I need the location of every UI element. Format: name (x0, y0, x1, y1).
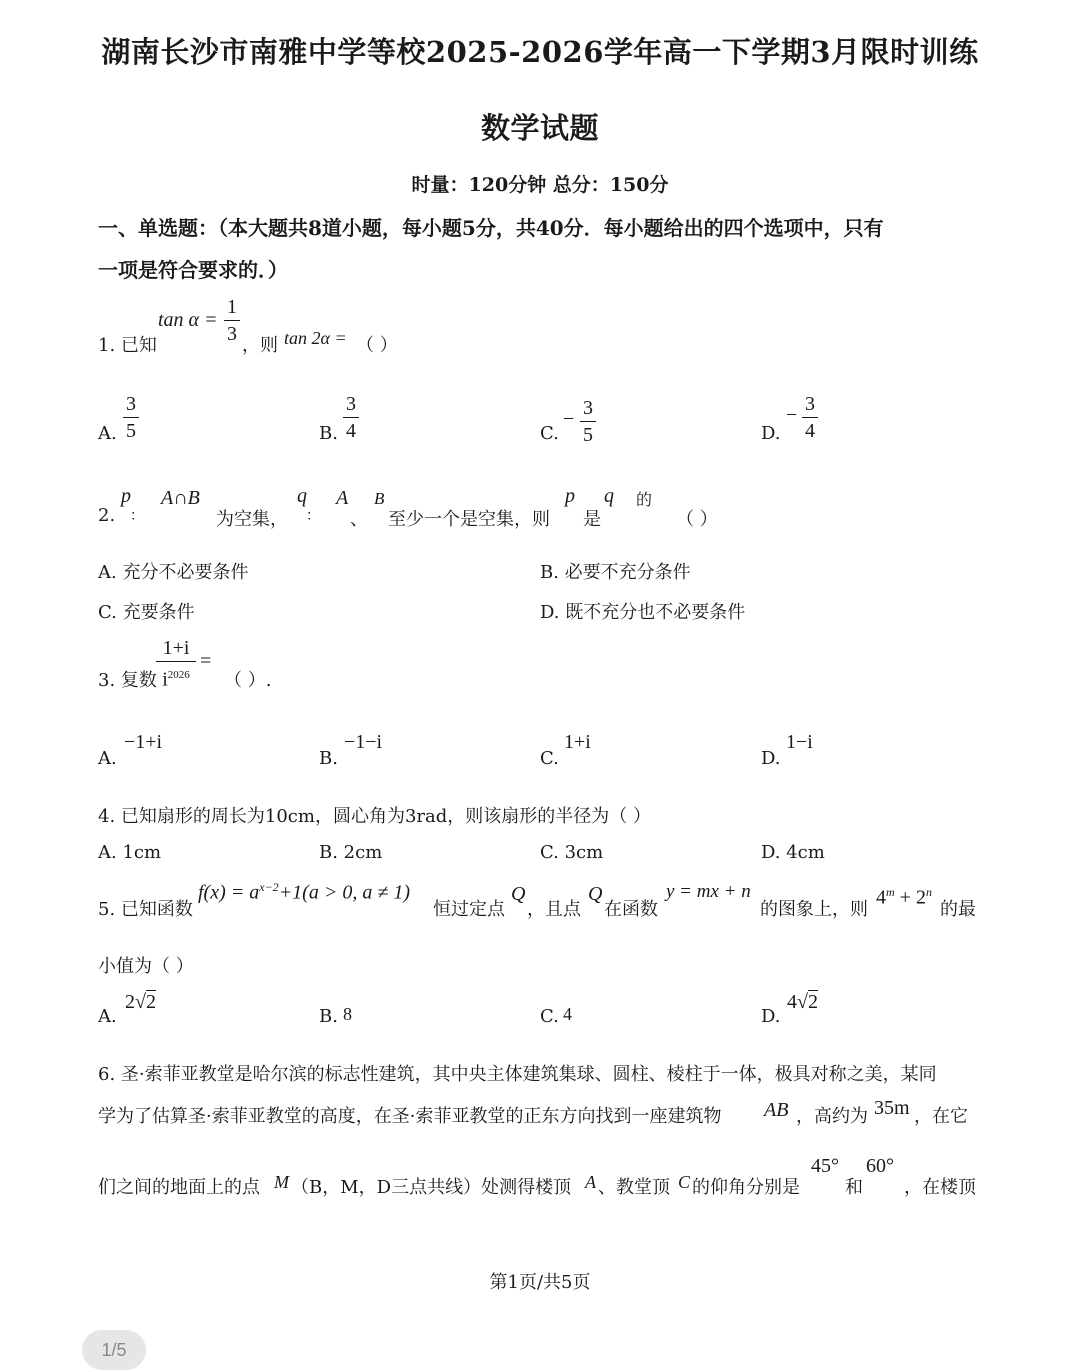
q4-option-a: A. 1cm (98, 842, 162, 863)
q2-q: q (297, 485, 307, 507)
q6-c: C (678, 1172, 691, 1192)
q5-text2: ，且点 (527, 899, 581, 920)
q3-eq: = (200, 650, 212, 672)
q3-option-d-label: D. (761, 748, 781, 769)
q5-q: Q (511, 883, 526, 905)
q6-line3e: ，在楼顶 (904, 1177, 976, 1198)
q2-colon1: ： (130, 508, 144, 524)
q1-option-c-label: C. (540, 423, 559, 444)
q2-paren: （ ） (676, 509, 718, 530)
q1-option-a-label: A. (98, 423, 117, 444)
q5-text3: 在函数 (604, 899, 658, 920)
q6-line3d: 的仰角分别是 (692, 1177, 800, 1198)
q5-text1: 恒过定点 (433, 899, 505, 920)
q1-prefix: 1. 已知 (98, 335, 157, 356)
q4-option-b: B. 2cm (319, 842, 383, 863)
q1-ask: tan 2α = (284, 328, 347, 348)
q1-option-c-sign: − (563, 408, 575, 430)
q6-m: M (274, 1172, 289, 1192)
q1-given-den: 3 (227, 323, 237, 345)
q6-line2c: ，在它 (914, 1106, 968, 1127)
q5-function: $f(x) = a^{x-2}+1(a > 0$, a ≠ 1) (198, 880, 410, 904)
q5-line2: 小值为（ ） (98, 956, 194, 977)
q4-option-c: C. 3cm (540, 842, 604, 863)
exam-meta: 时量：120分钟 总分：150分 (411, 174, 669, 196)
section-heading-line2: 一项是符合要求的．） (98, 258, 288, 282)
q2-de: 的 (636, 490, 653, 509)
q6-line2b: ，高约为 (796, 1106, 868, 1127)
q2-number: 2. (98, 505, 116, 526)
q5-q2: Q (588, 883, 603, 905)
q3-num: 1+i (162, 637, 190, 659)
q5-text5: 的最 (940, 899, 976, 920)
q3-paren: （ ）. (224, 670, 272, 691)
q2-q2: q (604, 485, 614, 507)
q1-given-fraction (224, 295, 240, 346)
q5-option-a-value: 2√2 (125, 991, 156, 1013)
q3-option-a-label: A. (98, 748, 117, 769)
q2-option-c: C. 充要条件 (98, 602, 195, 623)
page-indicator-badge[interactable]: 1/5 (82, 1330, 146, 1370)
q4-option-d: D. 4cm (761, 842, 825, 863)
q2-text1: 为空集， (216, 509, 288, 530)
q5-option-d-value: 4√2 (787, 991, 818, 1013)
q6-line1: 6. 圣·索菲亚教堂是哈尔滨的标志性建筑，其中央主体建筑集球、圆柱、棱柱于一体，极具对称之美，某同 (98, 1064, 937, 1085)
q6-height: 35m (874, 1097, 910, 1119)
q3-option-b-label: B. (319, 748, 338, 769)
q2-a: A (336, 487, 349, 509)
q5-option-b-value: 8 (343, 1004, 352, 1024)
q2-option-d: D. 既不充分也不必要条件 (540, 602, 746, 623)
q1-mid: ，则 (242, 335, 278, 356)
q3-option-a-value: −1+i (124, 731, 163, 753)
q1-option-d-label: D. (761, 423, 781, 444)
q5-option-b-label: B. (319, 1006, 338, 1027)
q3-den: $i^{2026}$ (162, 668, 190, 691)
q2-a-cap-b: A∩B (161, 487, 200, 509)
q6-line3c: 、教堂顶 (598, 1177, 670, 1198)
q6-ab: AB (764, 1099, 789, 1121)
q3-prefix: 3. 复数 (98, 670, 157, 691)
q1-option-d-value: 3 4 (802, 392, 818, 443)
q5-text4: 的图象上，则 (760, 899, 868, 920)
q2-text2: 至少一个是空集，则 (388, 509, 550, 530)
q1-option-a-value: 3 5 (123, 392, 139, 443)
q2-p: p (121, 485, 131, 507)
q5-option-a-label: A. (98, 1006, 117, 1027)
q1-option-c-value: 3 5 (580, 396, 596, 447)
q1-option-b-value: 3 4 (343, 392, 359, 443)
q1-option-b-label: B. (319, 423, 338, 444)
q3-option-c-label: C. (540, 748, 559, 769)
q2-dun: 、 (350, 509, 368, 530)
exam-title: 湖南长沙市南雅中学等校2025-2026学年高一下学期3月限时训练 (101, 35, 979, 69)
q1-paren: （ ） (356, 335, 398, 356)
q3-option-d-value: 1−i (786, 731, 813, 753)
q1-option-d-sign: − (786, 404, 798, 426)
q3-fraction (156, 636, 196, 692)
q5-prefix: 5. 已知函数 (98, 899, 193, 920)
q1-given-num: 1 (227, 296, 237, 318)
q6-line3a: 们之间的地面上的点 (98, 1177, 260, 1198)
q6-a: A (585, 1172, 596, 1192)
q2-b: B (374, 489, 385, 508)
q2-option-b: B. 必要不充分条件 (540, 562, 691, 583)
q2-p2: p (565, 485, 575, 507)
q1-given: tan α = (158, 309, 218, 331)
q5-option-c-value: 4 (563, 1004, 572, 1024)
exam-subtitle: 数学试题 (480, 111, 599, 145)
q2-option-a: A. 充分不必要条件 (98, 562, 249, 583)
q6-line2a: 学为了估算圣·索菲亚教堂的高度，在圣·索菲亚教堂的正东方向找到一座建筑物 (98, 1106, 722, 1127)
q2-shi: 是 (583, 509, 601, 530)
q6-angle1: 45° (811, 1155, 839, 1177)
q5-expression: $4^m + 2^n$ (876, 885, 932, 909)
q2-colon2: ： (306, 508, 320, 524)
q3-option-b-value: −1−i (344, 731, 383, 753)
q4-text: 4. 已知扇形的周长为10cm，圆心角为3rad，则该扇形的半径为（ ） (98, 806, 651, 827)
page-footer: 第1页/共5页 (489, 1272, 591, 1293)
q6-he: 和 (845, 1177, 863, 1198)
q6-line3b: （B，M，D三点共线）处测得楼顶 (291, 1177, 572, 1198)
section-heading-line1: 一、单选题：（本大题共8道小题，每小题5分，共40分．每小题给出的四个选项中，只有 (98, 216, 884, 240)
q3-option-c-value: 1+i (564, 731, 591, 753)
q5-line: y = mx + n (666, 881, 751, 902)
q5-option-c-label: C. (540, 1006, 559, 1027)
q5-option-d-label: D. (761, 1006, 781, 1027)
q6-angle2: 60° (866, 1155, 894, 1177)
